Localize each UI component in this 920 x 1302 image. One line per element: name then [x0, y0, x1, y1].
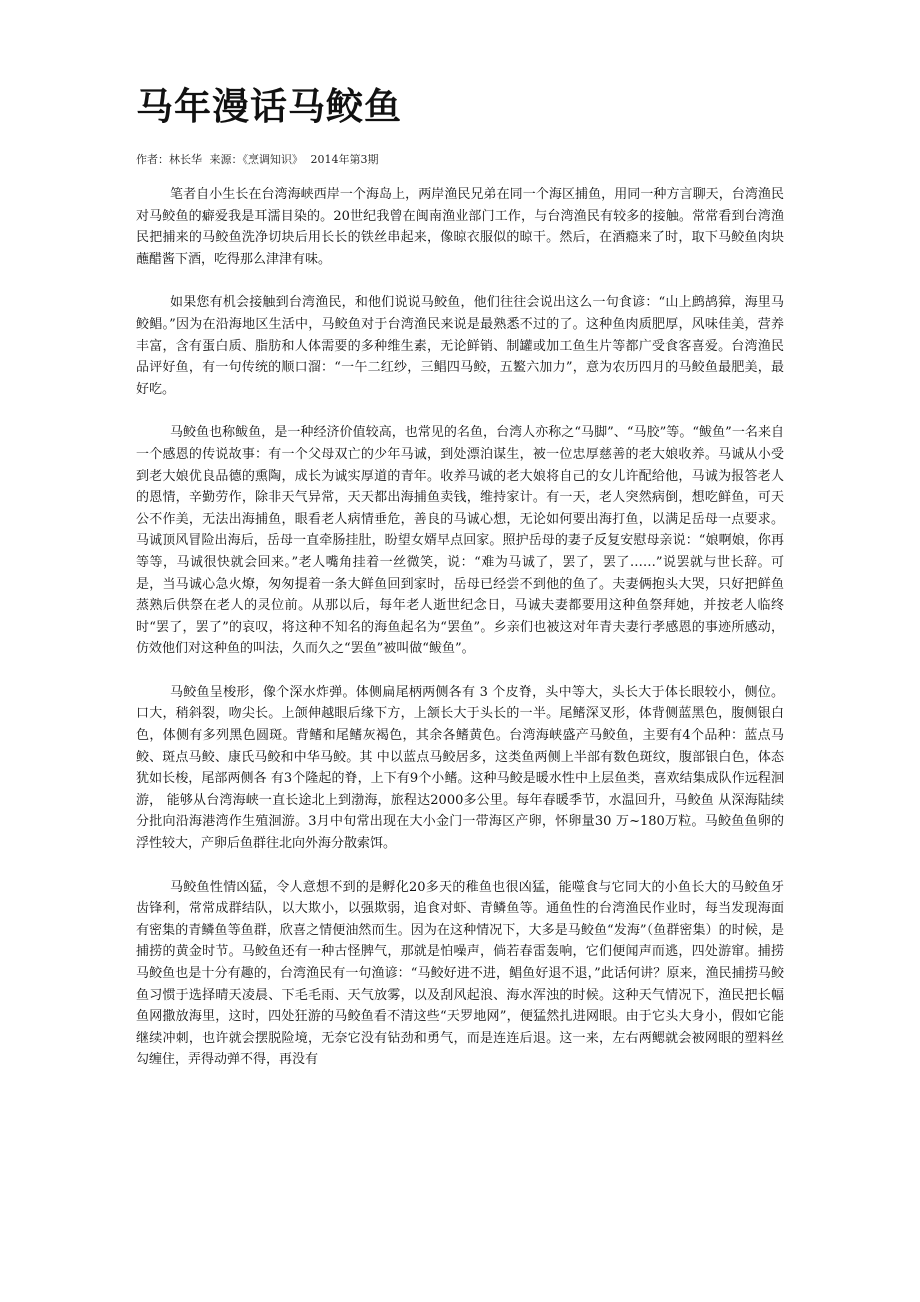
paragraph: 马鲛鱼性情凶猛，令人意想不到的是孵化20多天的稚鱼也很凶猛，能噬食与它同大的小鱼长大的马鲛鱼牙齿锋利，常常成群结队，以大欺小，以强欺弱，追食对虾、青鳞鱼等。通鱼性的台湾渔民作业时，每当发现海面有密集的青鳞鱼等鱼群，欣喜之情便油然而生。因为在这种情况下，大多是马鲛鱼“发海”（鱼群密集）的时候，是捕捞的黄金时节。马鲛鱼还有一种古怪脾气，那就是怕噪声，倘若春雷轰响，它们便闻声而逃，四处游窜。捕捞马鲛鱼也是十分有趣的，台湾渔民有一句渔谚：“马鲛好进不进，鲳鱼好退不退，”此话何讲？原来，渔民捕捞马鲛鱼习惯于选择晴天凌晨、下毛毛雨、天气放雾，以及刮风起浪、海水浑浊的时候。这种天气情况下，渔民把长幅鱼网撒放海里，这时，四处狂游的马鲛鱼看不清这些“天罗地网”，便猛然扎进网眼。由于它头大身小，假如它能继续冲刺，也许就会摆脱险境，无奈它没有钻劲和勇气，而是连连后退。这一来，左右两鳃就会被网眼的塑料丝勾缠住，弄得动弹不得，再没有: [136, 879, 784, 1068]
issue-label: 2014年第3期: [310, 153, 379, 166]
author-label: 作者：林长华: [136, 153, 202, 166]
article: [136, 82, 784, 1093]
article-body: [136, 184, 784, 1071]
article-meta: [136, 152, 784, 168]
article-title: 马年漫话马鲛鱼: [136, 85, 402, 128]
paragraph: 笔者自小生长在台湾海峡西岸一个海岛上，两岸渔民兄弟在同一个海区捕鱼，用同一种方言聊天，台湾渔民对马鲛鱼的癖爱我是耳濡目染的。20世纪我曾在闽南渔业部门工作，与台湾渔民有较多的接触。常常看到台湾渔民把捕来的马鲛鱼洗净切块后用长长的铁丝串起来，像晾衣服似的晾干。然后，在酒瘾来了时，取下马鲛鱼肉块蘸醋酱下酒，吃得那么津津有味。: [136, 187, 784, 267]
paragraph: 马鲛鱼呈梭形，像个深水炸弹。体侧扁尾柄两侧各有 3 个皮脊，头中等大，头长大于体长眼较小，侧位。口大，稍斜裂，吻尖长。上颌伸越眼后缘下方，上颔长大于头长的一半。尾鳍深叉形，体背侧蓝黑色，腹侧银白色，体侧有多列黑色圆斑。背鳍和尾鳍灰褐色，其余各鳍黄色。台湾海峡盛产马鲛鱼，主要有4个品种：蓝点马鲛、斑点马鲛、康氏马鲛和中华马鲛。其 中以蓝点马鲛居多，这类鱼两侧上半部有数色斑纹，腹部银白色，体态犹如长梭，尾部两侧各 有3个隆起的脊，上下有9个小鳍。这种马鲛是暖水性中上层鱼类，喜欢结集成队作远程洄游， 能够从台湾海峡一直长途北上到渤海，旅程达2000多公里。每年春暖季节，水温回升，马鲛鱼 从深海陆续分批向沿海港湾作生殖洄游。3月中旬常出现在大小金门一带海区产卵，怀卵量30 万~180万粒。马鲛鱼鱼卵的浮性较大，产卵后鱼群往北向外海分散索饵。: [136, 684, 784, 852]
paragraph: 马鲛鱼也称鲅鱼，是一种经济价值较高，也常见的名鱼，台湾人亦称之“马脚”、“马胶”等。“鲅鱼”一名来自一个感恩的传说故事：有一个父母双亡的少年马诚，到处漂泊谋生，被一位忠厚慈善的老大娘收养。马诚从小受到老大娘优良品德的熏陶，成长为诚实厚道的青年。收养马诚的老大娘将自己的女儿许配给他，马诚为报答老人的恩情，辛勤劳作，除非天气异常，天天都出海捕鱼卖钱，维持家计。有一天，老人突然病倒，想吃鲜鱼，可天公不作美，无法出海捕鱼，眼看老人病情垂危，善良的马诚心想，无论如何要出海打鱼，以满足岳母一点要求。马诚顶风冒险出海后，岳母一直牵肠挂肚，盼望女婿早点回家。照护岳母的妻子反复安慰母亲说：“娘啊娘，你再等等，马诚很快就会回来。”老人嘴角挂着一丝微笑，说：“难为马诚了，罢了，罢了……”说罢就与世长辞。可是，当马诚心急火燎，匆匆提着一条大鲜鱼回到家时，岳母已经尝不到他的鱼了。夫妻俩抱头大哭，只好把鲜鱼蒸熟后供祭在老人的灵位前。从那以后，每年老人逝世纪念日，马诚夫妻都要用这种鱼祭拜她，并按老人临终时“罢了，罢了”的哀叹，将这种不知名的海鱼起名为“罢鱼”。乡亲们也被这对年青夫妻行孝感恩的事迹所感动，仿效他们对这种鱼的叫法，久而久之“罢鱼”被叫做“鲅鱼”。: [136, 425, 784, 657]
paragraph: 如果您有机会接触到台湾渔民，和他们说说马鲛鱼，他们往往会说出这么一句食谚：“山上鹧鸪獐，海里马鲛鲳。”因为在沿海地区生活中，马鲛鱼对于台湾渔民来说是最熟悉不过的了。这种鱼肉质肥厚，风味佳美，营养丰富，含有蛋白质、脂肪和人体需要的多种维生素，无论鲜销、制罐或加工鱼生片等都广受食客喜爱。台湾渔民品评好鱼，有一句传统的顺口溜：“一午二红纱，三鲳四马鲛，五鳘六加力”，意为农历四月的马鲛鱼最肥美，最好吃。: [136, 295, 784, 397]
source-label: 来源：《烹调知识》: [209, 153, 303, 166]
